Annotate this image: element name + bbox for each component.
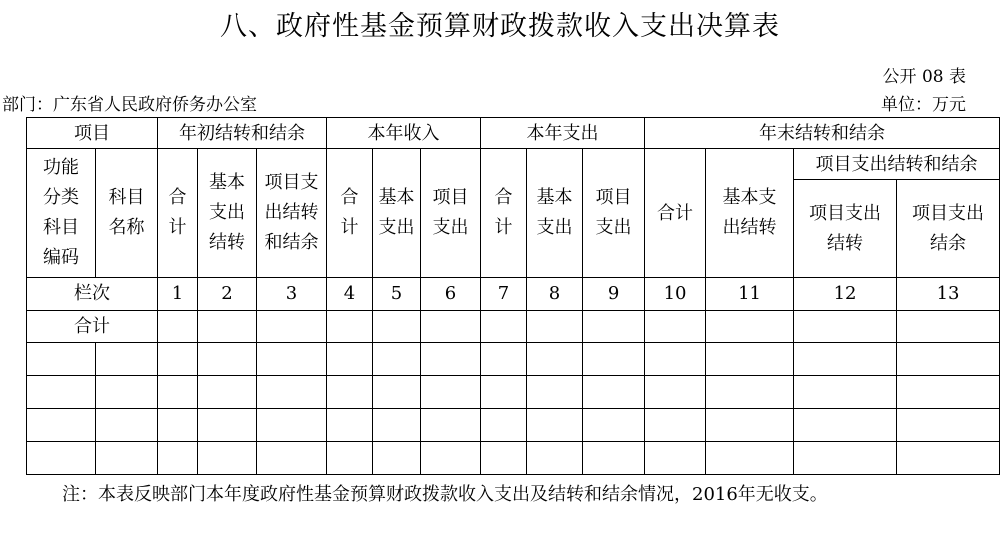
column-number: 9 <box>583 278 645 310</box>
header-expense-basic: 基本支出 <box>527 149 583 278</box>
column-number: 3 <box>257 278 327 310</box>
column-number: 4 <box>327 278 373 310</box>
header-closing-basic-carry: 基本支出结转 <box>706 149 794 278</box>
column-number-label: 栏次 <box>27 278 158 310</box>
header-item: 项目 <box>27 118 158 149</box>
header-opening-basic-carry: 基本支出结转 <box>198 149 257 278</box>
table-row <box>27 342 1000 375</box>
budget-table <box>26 117 1000 475</box>
header-closing-carryover: 年末结转和结余 <box>645 118 1000 149</box>
header-income-total: 合计 <box>327 149 373 278</box>
page-title: 八、政府性基金预算财政拨款收入支出决算表 <box>220 11 780 42</box>
header-opening-project-carry: 项目支出结转和结余 <box>257 149 327 278</box>
table-row <box>27 441 1000 474</box>
column-number: 12 <box>794 278 897 310</box>
column-number: 2 <box>198 278 257 310</box>
unit-label: 单位：万元 <box>881 95 966 115</box>
department-label: 部门：广东省人民政府侨务办公室 <box>2 95 257 115</box>
column-number: 6 <box>421 278 481 310</box>
column-number: 10 <box>645 278 706 310</box>
header-subject-name: 科目名称 <box>96 149 158 278</box>
header-expense: 本年支出 <box>481 118 645 149</box>
header-closing-project-balance: 项目支出结余 <box>897 180 1000 278</box>
header-expense-total: 合计 <box>481 149 527 278</box>
table-row <box>27 408 1000 441</box>
header-opening-carryover: 年初结转和结余 <box>158 118 327 149</box>
form-number: 公开 08 表 <box>882 67 966 87</box>
header-income-basic: 基本支出 <box>373 149 421 278</box>
column-number-row <box>27 278 1000 310</box>
total-row-label: 合计 <box>27 310 158 342</box>
header-func-code: 功能分类科目编码 <box>27 149 96 278</box>
column-number: 5 <box>373 278 421 310</box>
header-expense-project: 项目支出 <box>583 149 645 278</box>
header-closing-project-carry-balance: 项目支出结转和结余 <box>794 149 1000 180</box>
column-number: 7 <box>481 278 527 310</box>
column-number: 8 <box>527 278 583 310</box>
table-row <box>27 375 1000 408</box>
header-closing-total: 合计 <box>645 149 706 278</box>
header-opening-total: 合计 <box>158 149 198 278</box>
header-income-project: 项目支出 <box>421 149 481 278</box>
column-number: 1 <box>158 278 198 310</box>
header-closing-project-carry: 项目支出结转 <box>794 180 897 278</box>
column-number: 11 <box>706 278 794 310</box>
header-income: 本年收入 <box>327 118 481 149</box>
column-number: 13 <box>897 278 1000 310</box>
footnote: 注：本表反映部门本年度政府性基金预算财政拨款收入支出及结转和结余情况，2016年无收支。 <box>62 484 828 505</box>
total-row <box>27 310 1000 342</box>
